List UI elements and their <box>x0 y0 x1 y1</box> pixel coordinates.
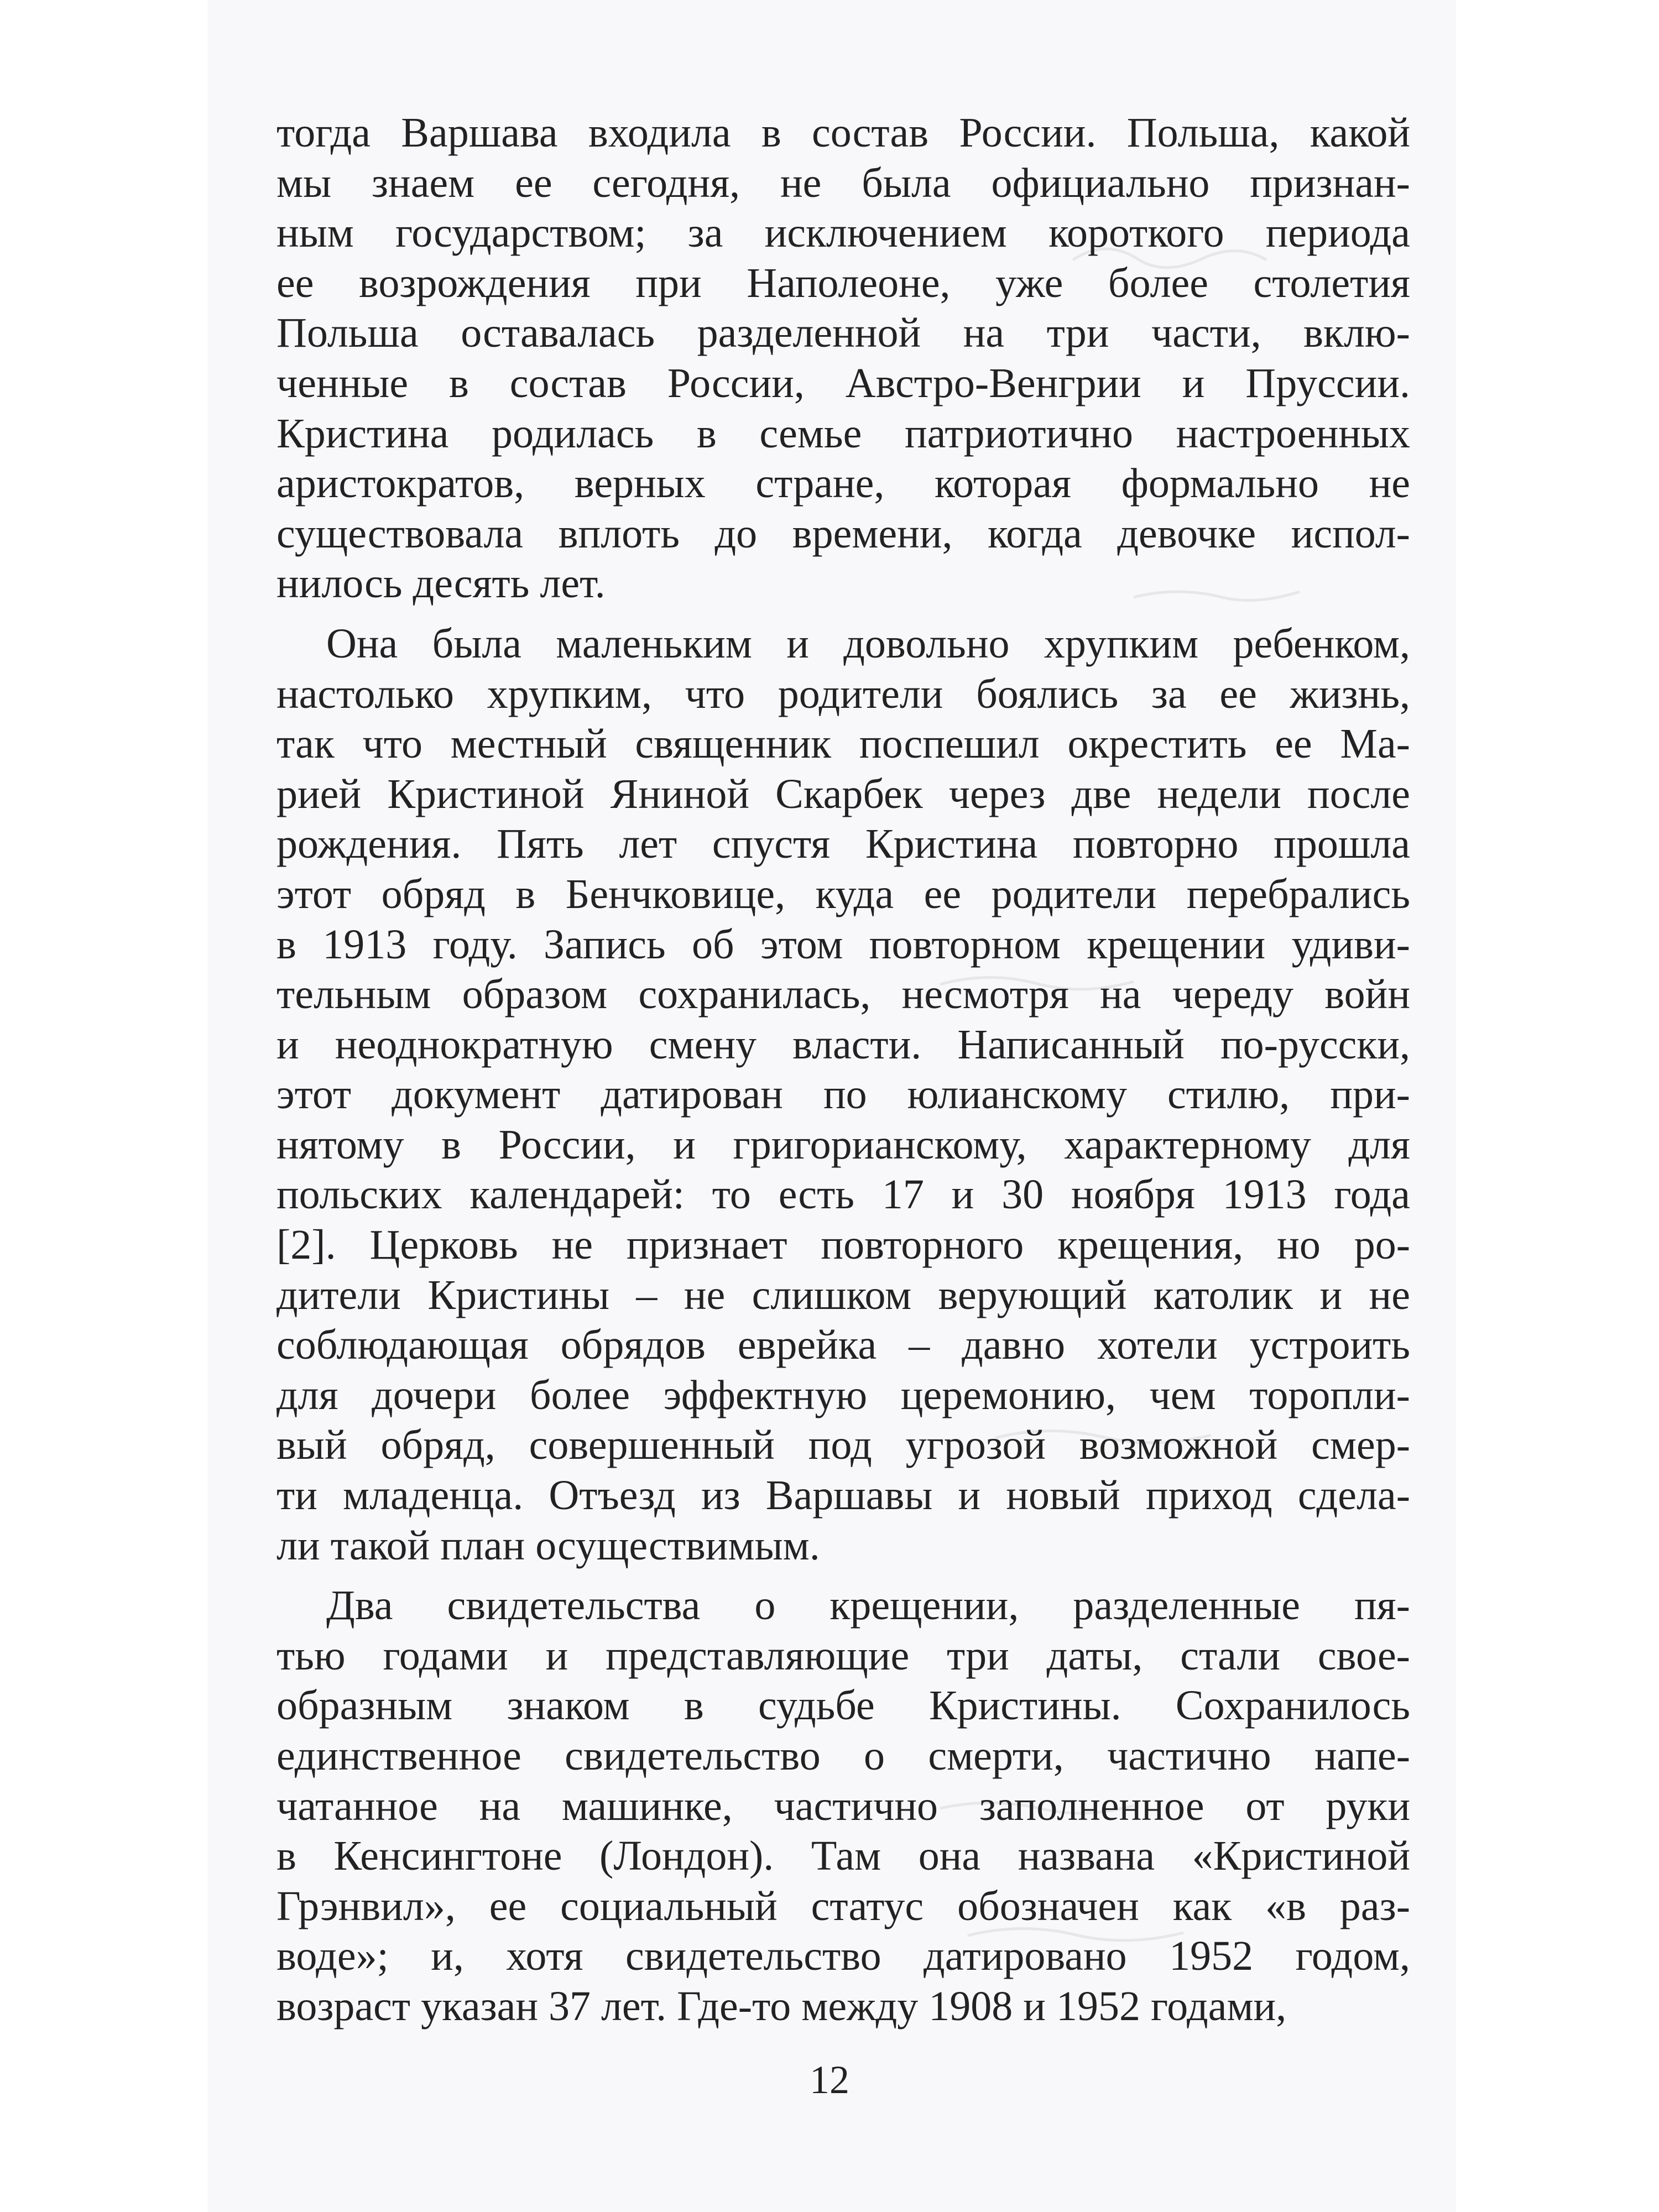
text-line: возраст указан 37 лет. Где-то между 1908 и 1952 годами, <box>276 1983 1287 2030</box>
text-line: образным знаком в судьбе Кристины. Сохранилось <box>276 1682 1410 1729</box>
text-line: тью годами и представляющие три даты, стали свое- <box>276 1632 1410 1679</box>
text-line: существовала вплоть до времени, когда девочке испол- <box>276 510 1410 557</box>
text-line: настолько хрупким, что родители боялись за ее жизнь, <box>276 670 1410 717</box>
text-line: так что местный священник поспешил окрестить ее Ма- <box>276 721 1410 768</box>
text-line: воде»; и, хотя свидетельство датировано 1952 годом, <box>276 1933 1410 1980</box>
text-line: [2]. Церковь не признает повторного крещения, но ро- <box>276 1222 1410 1269</box>
text-line: в 1913 году. Запись об этом повторном крещении удиви- <box>276 921 1410 968</box>
text-line: рией Кристиной Яниной Скарбек через две недели после <box>276 770 1410 817</box>
text-line: нилось десять лет. <box>276 560 606 607</box>
text-line: Польша оставалась разделенной на три части, вклю- <box>276 310 1410 357</box>
text-line: вый обряд, совершенный под угрозой возможной смер- <box>276 1422 1410 1469</box>
text-line: в Кенсингтоне (Лондон). Там она названа «Кристиной <box>276 1833 1410 1880</box>
text-line: чатанное на машинке, частично заполненное от руки <box>276 1782 1410 1829</box>
paragraph <box>276 108 1410 609</box>
text-line: Грэнвил», ее социальный статус обозначен как «в раз- <box>276 1882 1410 1929</box>
text-line: соблюдающая обрядов еврейка – давно хотели устроить <box>276 1322 1410 1369</box>
text-line: Она была маленьким и довольно хрупким ребенком, <box>326 620 1410 667</box>
text-line: единственное свидетельство о смерти, частично напе- <box>276 1733 1410 1779</box>
text-line: ченные в состав России, Австро-Венгрии и Пруссии. <box>276 359 1410 406</box>
text-line: аристократов, верных стране, которая формально не <box>276 460 1410 507</box>
text-line: тельным образом сохранилась, несмотря на череду войн <box>276 971 1410 1018</box>
text-line: ным государством; за исключением короткого периода <box>276 210 1410 257</box>
text-line: ли такой план осуществимым. <box>276 1522 820 1569</box>
text-line: этот документ датирован по юлианскому стилю, при- <box>276 1071 1410 1118</box>
text-line: нятому в России, и григорианскому, характерному для <box>276 1121 1410 1168</box>
text-line: рождения. Пять лет спустя Кристина повторно прошла <box>276 821 1410 868</box>
text-line: Кристина родилась в семье патриотично настроенных <box>276 410 1410 457</box>
paragraph <box>276 1580 1410 2031</box>
text-line: Два свидетельства о крещении, разделенные пя- <box>326 1582 1410 1629</box>
text-line: польских календарей: то есть 17 и 30 ноября 1913 года <box>276 1171 1410 1218</box>
page-number: 12 <box>810 2058 849 2102</box>
text-line: тогда Варшава входила в состав России. Польша, какой <box>276 109 1410 156</box>
text-line: для дочери более эффектную церемонию, чем торопли- <box>276 1371 1410 1418</box>
body-text <box>276 108 1410 2032</box>
text-line: и неоднократную смену власти. Написанный по-русски, <box>276 1021 1410 1068</box>
paragraph <box>276 619 1410 1571</box>
text-line: этот обряд в Бенчковице, куда ее родители перебрались <box>276 870 1410 917</box>
text-line: дители Кристины – не слишком верующий католик и не <box>276 1271 1410 1318</box>
text-line: мы знаем ее сегодня, не была официально признан- <box>276 159 1410 206</box>
text-line: ти младенца. Отъезд из Варшавы и новый приход сдела- <box>276 1472 1410 1519</box>
text-line: ее возрождения при Наполеоне, уже более столетия <box>276 259 1410 306</box>
